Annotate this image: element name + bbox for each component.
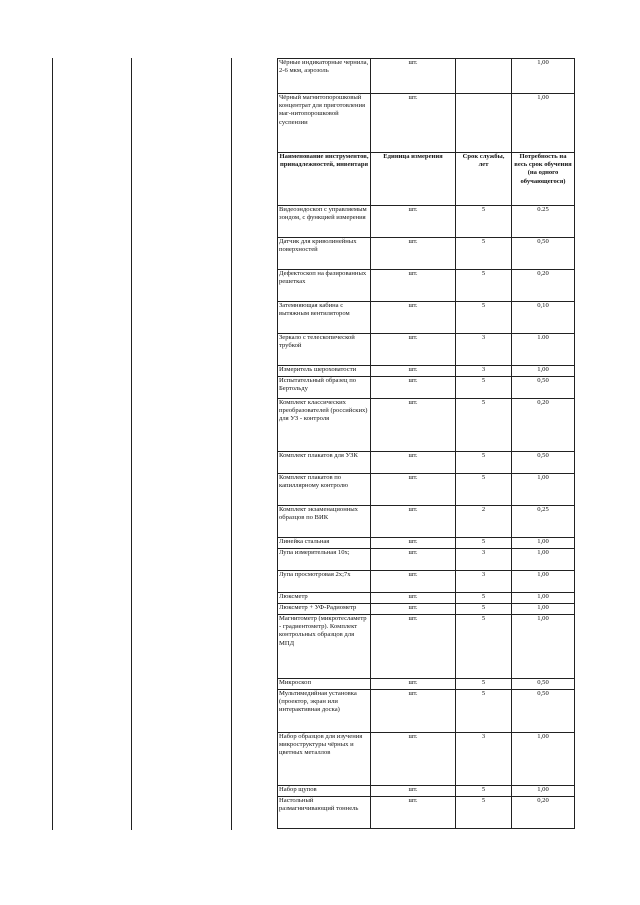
item-unit: шт. — [371, 377, 456, 399]
item-life: 3 — [456, 571, 512, 593]
item-need: 0,50 — [512, 452, 575, 474]
item-unit: шт. — [371, 334, 456, 366]
table-row — [278, 206, 575, 238]
item-life: 5 — [456, 679, 512, 690]
item-need: 0,10 — [512, 302, 575, 334]
item-need: 1,00 — [512, 604, 575, 615]
item-need: 1,00 — [512, 571, 575, 593]
table-row — [278, 302, 575, 334]
table-row — [278, 334, 575, 366]
item-name: Зеркало с телескопической трубкой — [278, 334, 371, 366]
item-life: 3 — [456, 366, 512, 377]
item-life: 5 — [456, 786, 512, 797]
table-row — [278, 59, 575, 94]
item-life: 3 — [456, 549, 512, 571]
left-margin-line-2 — [131, 58, 132, 830]
item-life: 5 — [456, 593, 512, 604]
table-row — [278, 571, 575, 593]
item-name: Комплект экзаменационных образцов по ВИК — [278, 506, 371, 538]
table-row — [278, 399, 575, 452]
table-row — [278, 238, 575, 270]
item-name: Мультимедийная установка (проектор, экран или интерактивная доска) — [278, 690, 371, 733]
item-name: Люксметр + УФ-Радиометр — [278, 604, 371, 615]
item-need: 1,00 — [512, 593, 575, 604]
item-life — [456, 59, 512, 94]
table-row — [278, 94, 575, 153]
item-need: 1,00 — [512, 786, 575, 797]
table-row — [278, 377, 575, 399]
item-name: Чёрный магнитопорошковый концентрат для приготовления маг-нитопорошковой суспензии — [278, 94, 371, 153]
item-need: 0,20 — [512, 797, 575, 829]
item-need: 1,00 — [512, 549, 575, 571]
table-row — [278, 366, 575, 377]
item-name: Лупа просмотровая 2х;7х — [278, 571, 371, 593]
item-need: 0,50 — [512, 690, 575, 733]
header-unit: Единица измерения — [371, 153, 456, 206]
item-unit: шт. — [371, 733, 456, 786]
item-need: 1,00 — [512, 366, 575, 377]
item-unit: шт. — [371, 679, 456, 690]
item-unit: шт. — [371, 399, 456, 452]
table-row — [278, 786, 575, 797]
header-life: Срок службы, лет — [456, 153, 512, 206]
table-header-row — [278, 153, 575, 206]
item-unit: шт. — [371, 506, 456, 538]
header-need: Потребность на весь срок обучения (на одного обучающегося) — [512, 153, 575, 206]
item-life: 3 — [456, 334, 512, 366]
item-unit: шт. — [371, 238, 456, 270]
table-row — [278, 474, 575, 506]
item-unit: шт. — [371, 206, 456, 238]
item-need: 1.00 — [512, 334, 575, 366]
item-life: 2 — [456, 506, 512, 538]
item-unit: шт. — [371, 366, 456, 377]
item-life: 5 — [456, 604, 512, 615]
item-name: Набор образцов для изучения микроструктуры чёрных и цветных металлов — [278, 733, 371, 786]
item-life: 5 — [456, 238, 512, 270]
item-life: 5 — [456, 399, 512, 452]
item-need: 1,00 — [512, 94, 575, 153]
item-need: 0,20 — [512, 399, 575, 452]
item-need: 0,50 — [512, 377, 575, 399]
table-row — [278, 549, 575, 571]
table-row — [278, 604, 575, 615]
item-name: Дефектоскоп на фазированных решетках — [278, 270, 371, 302]
item-name: Комплект классических преобразователей (российских) для УЗ - контроля — [278, 399, 371, 452]
item-life: 5 — [456, 270, 512, 302]
item-unit: шт. — [371, 690, 456, 733]
table-row — [278, 615, 575, 679]
item-name: Линейка стальная — [278, 538, 371, 549]
item-unit: шт. — [371, 604, 456, 615]
item-life: 5 — [456, 377, 512, 399]
item-need: 0,50 — [512, 238, 575, 270]
item-name: Настольный размагничивающий тоннель — [278, 797, 371, 829]
item-life: 5 — [456, 615, 512, 679]
item-life: 5 — [456, 538, 512, 549]
item-unit: шт. — [371, 593, 456, 604]
item-need: 1,00 — [512, 474, 575, 506]
item-need: 0.25 — [512, 206, 575, 238]
item-unit: шт. — [371, 549, 456, 571]
item-need: 0,20 — [512, 270, 575, 302]
item-need: 1,00 — [512, 538, 575, 549]
item-unit: шт. — [371, 302, 456, 334]
item-unit: шт. — [371, 474, 456, 506]
table-row — [278, 690, 575, 733]
table-row — [278, 506, 575, 538]
item-need: 1,00 — [512, 733, 575, 786]
item-life: 5 — [456, 206, 512, 238]
item-need: 0,25 — [512, 506, 575, 538]
item-need: 1,00 — [512, 59, 575, 94]
item-life: 5 — [456, 474, 512, 506]
item-unit: шт. — [371, 94, 456, 153]
item-name: Микроскоп — [278, 679, 371, 690]
item-name: Набор щупов — [278, 786, 371, 797]
item-name: Видеоэндоскоп с управляемым зондом, с функцией измерения — [278, 206, 371, 238]
item-unit: шт. — [371, 615, 456, 679]
item-name: Чёрные индикаторные чернила, 2-6 мкм, аэрозоль — [278, 59, 371, 94]
item-need: 1,00 — [512, 615, 575, 679]
header-name: Наименование инструментов, принадлежностей, инвентаря — [278, 153, 371, 206]
item-name: Люксметр — [278, 593, 371, 604]
item-name: Затемняющая кабина с вытяжным вентилятором — [278, 302, 371, 334]
item-life: 5 — [456, 452, 512, 474]
item-name: Лупа измерительная 10х; — [278, 549, 371, 571]
table-row — [278, 270, 575, 302]
item-name: Датчик для криволинейных поверхностей — [278, 238, 371, 270]
table-row — [278, 733, 575, 786]
item-name: Комплект плакатов для УЗК — [278, 452, 371, 474]
item-name: Измеритель шероховатости — [278, 366, 371, 377]
left-margin-line-1 — [52, 58, 53, 830]
table-row — [278, 452, 575, 474]
item-life: 3 — [456, 733, 512, 786]
item-name: Испытательный образец по Бертольду — [278, 377, 371, 399]
item-life: 5 — [456, 797, 512, 829]
table-row — [278, 593, 575, 604]
left-margin-line-3 — [231, 58, 232, 830]
item-unit: шт. — [371, 270, 456, 302]
item-unit: шт. — [371, 571, 456, 593]
item-unit: шт. — [371, 797, 456, 829]
item-life — [456, 94, 512, 153]
table-row — [278, 538, 575, 549]
item-unit: шт. — [371, 59, 456, 94]
table-row — [278, 679, 575, 690]
table-row — [278, 797, 575, 829]
item-need: 0,50 — [512, 679, 575, 690]
item-life: 5 — [456, 302, 512, 334]
item-unit: шт. — [371, 452, 456, 474]
item-name: Комплект плакатов по капиллярному контролю — [278, 474, 371, 506]
item-name: Магнитометр (микротесламетр - градиентометр). Комплект контрольных образцов для МПД — [278, 615, 371, 679]
item-life: 5 — [456, 690, 512, 733]
equipment-table — [277, 58, 575, 829]
item-unit: шт. — [371, 538, 456, 549]
item-unit: шт. — [371, 786, 456, 797]
equipment-table-body — [278, 59, 575, 829]
